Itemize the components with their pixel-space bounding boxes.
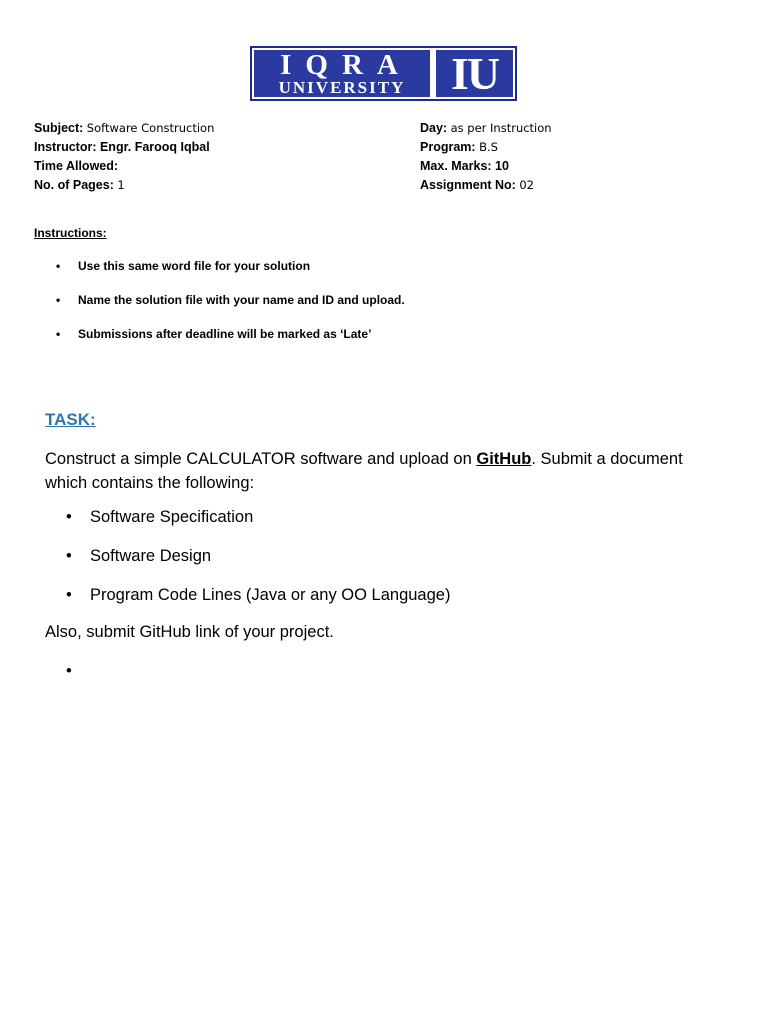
time-allowed-label: Time Allowed: (34, 159, 119, 173)
iqra-university-logo (250, 46, 517, 101)
requirement-item (66, 586, 450, 625)
instructor-row (34, 138, 214, 157)
requirement-text: Program Code Lines (Java or any OO Language) (90, 586, 451, 604)
subject-row (34, 119, 214, 138)
assignment-no-value: 02 (519, 178, 534, 192)
instruction-text: Name the solution file with your name and ID and upload. (78, 293, 405, 307)
requirement-text: Software Specification (90, 508, 254, 526)
logo-bottom-text: UNIVERSITY (278, 78, 406, 97)
instruction-item (56, 259, 405, 293)
logo-top-text: IQRA (280, 49, 412, 81)
empty-bullet-icon: • (66, 662, 72, 680)
header-left-column (34, 119, 214, 195)
bullet-icon: • (66, 547, 72, 565)
instruction-item (56, 327, 405, 361)
program-row (420, 138, 552, 157)
program-label: Program: (420, 140, 476, 154)
bullet-icon: • (56, 293, 61, 307)
bullet-icon: • (66, 586, 72, 604)
instruction-text: Use this same word file for your solution (78, 259, 311, 273)
pages-row (34, 176, 214, 195)
bullet-icon: • (56, 259, 61, 273)
pages-value: 1 (117, 178, 125, 192)
task-intro-after: . Submit a document which contains the following: (45, 450, 683, 492)
instructions-list (56, 259, 405, 361)
closing-text: Also, submit GitHub link of your project. (45, 623, 334, 641)
logo-text-block (254, 50, 430, 97)
instructions-heading: Instructions: (34, 226, 107, 240)
time-allowed-row (34, 157, 214, 176)
day-row (420, 119, 552, 138)
logo-mark: IU (436, 50, 513, 97)
pages-label: No. of Pages: (34, 178, 114, 192)
instruction-text: Submissions after deadline will be marked as ‘Late’ (78, 327, 372, 341)
bullet-icon: • (66, 508, 72, 526)
bullet-icon: • (56, 327, 61, 341)
assignment-no-label: Assignment No: (420, 178, 516, 192)
instruction-item (56, 293, 405, 327)
requirement-item (66, 508, 450, 547)
task-heading: TASK: (45, 410, 96, 429)
instructor-label: Instructor: Engr. Farooq Iqbal (34, 140, 210, 154)
task-description (45, 447, 685, 495)
header-right-column (420, 119, 552, 195)
github-link[interactable]: GitHub (476, 450, 532, 468)
requirement-item (66, 547, 450, 586)
requirement-text: Software Design (90, 547, 212, 565)
day-value: as per Instruction (450, 121, 552, 135)
max-marks-row (420, 157, 552, 176)
subject-value: Software Construction (86, 121, 215, 135)
day-label: Day: (420, 121, 448, 135)
program-value: B.S (479, 140, 498, 154)
max-marks-label: Max. Marks: 10 (420, 159, 509, 173)
assignment-no-row (420, 176, 552, 195)
task-requirements-list (66, 508, 450, 625)
subject-label: Subject: (34, 121, 84, 135)
task-intro-before: Construct a simple CALCULATOR software and upload on (45, 450, 477, 468)
